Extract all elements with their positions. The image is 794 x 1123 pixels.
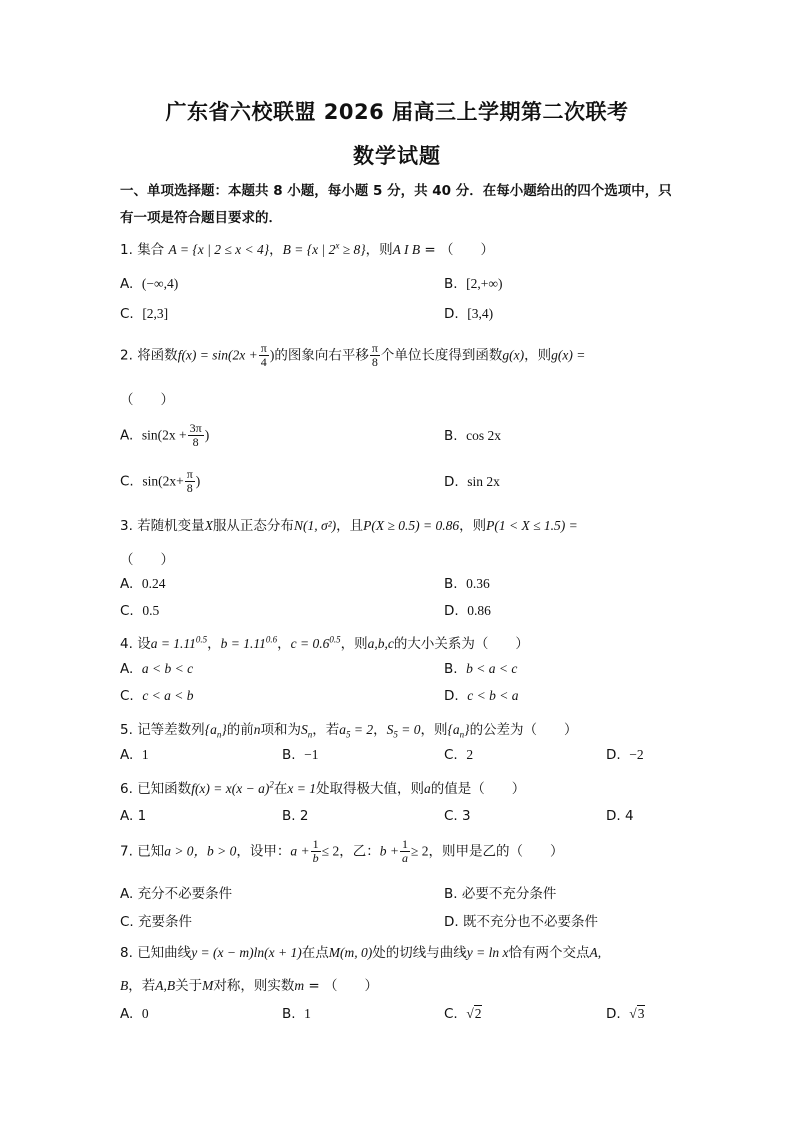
q2-option-b-label: B. — [444, 428, 458, 444]
q4-text-2: ，则 — [340, 636, 368, 652]
q2-g: g(x) — [502, 347, 525, 363]
q8-option-a-value: 0 — [141, 1006, 149, 1021]
q1-option-a-label: A. — [120, 276, 134, 292]
q5-seq-close: } — [221, 722, 227, 737]
q4-vars: a,b,c — [367, 636, 394, 651]
q5-seq-2-close: } — [464, 722, 470, 737]
q8-option-d-sqrt: √3 — [629, 1006, 645, 1021]
q1-option-d-value: [3,4) — [467, 306, 494, 321]
section-heading: 一、单项选择题：本题共 8 小题，每小题 5 分，共 40 分．在每小题给出的四个选项中，只有一项是符合题目要求的． — [120, 183, 672, 226]
q4-option-c-label: C. — [120, 688, 134, 704]
q4-option-b — [444, 661, 517, 677]
q5-text-2: 的前 — [226, 722, 254, 738]
q1-set-b-tail: ≥ 8} — [339, 242, 366, 257]
q1-eq: = （ ） — [420, 242, 495, 258]
q8-m2: M — [202, 978, 214, 993]
q5-a5 — [339, 722, 374, 740]
q2-text-2: 的图象向右平移 — [274, 347, 369, 364]
q5-s5-val: = 0 — [397, 722, 421, 737]
q3-text-3: ，且 — [336, 518, 364, 534]
q7-option-d-value: 既不充分也不必要条件 — [462, 914, 598, 930]
question-5: 5. 记等差数列$\{a_n\}$的前n项和为$S_n$，若$a_5 = 2$，$S_5 = 0$，则$\{a_n\}$的公差为（ ） — [120, 722, 578, 740]
q1-option-c — [120, 306, 168, 322]
exam-subtitle: 数学试题 — [353, 144, 441, 168]
q3-option-a — [120, 576, 166, 592]
q3-option-c-label: C. — [120, 603, 134, 619]
q7-option-d-label: D. — [444, 914, 459, 930]
q4-text-3: 的大小关系为（ ） — [393, 636, 529, 652]
q2-option-d — [444, 474, 500, 490]
q7-text-2: ，设甲： — [236, 843, 291, 860]
q5-text-4: ，若 — [312, 722, 340, 738]
q8-curve-2: y = ln x — [466, 945, 509, 960]
q6-option-b: B. 2 — [282, 808, 309, 824]
q6-text-3: 处取得极大值，则 — [315, 781, 424, 797]
q1-prefix: 集合 — [137, 242, 165, 258]
q6-a: a — [423, 781, 431, 796]
q7-yi-fraction — [400, 838, 410, 865]
q1-set-b — [283, 242, 366, 257]
q7-text-4: ，则甲是乙的（ ） — [428, 843, 564, 860]
q2-option-a-label: A. — [120, 427, 134, 444]
q5-n: n — [253, 722, 261, 737]
q2-option-d-value: sin 2x — [467, 474, 500, 489]
q3-x: X — [204, 518, 213, 533]
q2-option-c-post: ) — [195, 473, 201, 489]
q7-jia-pre: a + — [290, 843, 310, 859]
q5-s5 — [386, 722, 421, 740]
q2-shift-den: 8 — [371, 355, 378, 369]
q8-point-b: B — [120, 978, 129, 993]
q1-option-c-label: C. — [120, 306, 134, 322]
q5-s5-sub: 5 — [393, 729, 398, 740]
q6-option-d: D. 4 — [606, 808, 634, 824]
question-2 — [120, 342, 585, 369]
q6-x1: x = 1 — [287, 781, 316, 796]
question-6 — [120, 777, 525, 797]
q4-option-d-label: D. — [444, 688, 459, 704]
q2-option-a-post: ) — [204, 427, 210, 443]
q4-a-base: a = 1.11 — [150, 636, 196, 651]
q4-c-base: c = 0.6 — [290, 636, 330, 651]
q7-text-1: 已知 — [137, 843, 165, 860]
q5-text-1: 记等差数列 — [137, 722, 205, 738]
q8-option-b-label: B. — [282, 1006, 296, 1022]
q2-function-tail: ) — [269, 347, 275, 363]
q1-set-b-exp: x — [335, 240, 340, 251]
q1-option-b-label: B. — [444, 276, 458, 292]
q3-option-a-value: 0.24 — [141, 576, 166, 591]
q4-option-c — [120, 688, 194, 704]
q7-text-3: ，乙： — [339, 843, 380, 860]
q5-seq-base: {a — [204, 722, 217, 737]
q7-yi-pre: b + — [379, 843, 399, 859]
q4-option-b-value: b < a < c — [466, 661, 518, 676]
q2-text-3: 个单位长度得到函数 — [380, 347, 503, 364]
q2-option-a-num: 3π — [189, 421, 202, 435]
q8-text-5: ，若 — [128, 978, 156, 994]
q2-shift-num: π — [371, 341, 378, 355]
q8-option-d — [606, 1006, 645, 1022]
q3-option-a-label: A. — [120, 576, 134, 592]
q2-option-a-pre: sin(2x + — [141, 427, 187, 443]
q5-sn — [301, 722, 313, 740]
q7-jia-den: b — [312, 851, 319, 865]
q1-option-a — [120, 276, 178, 292]
q5-option-b — [282, 747, 319, 763]
q1-option-c-value: [2,3] — [142, 306, 169, 321]
q8-text-4: 恰有两个交点 — [508, 945, 590, 961]
q7-yi-post: ≥ 2 — [410, 843, 429, 859]
q8-text-1: 已知曲线 — [137, 945, 192, 961]
q3-p1: P(X ≥ 0.5) = 0.86 — [363, 518, 460, 533]
q5-s5-base: S — [386, 722, 394, 737]
q4-option-a-label: A. — [120, 661, 134, 677]
q8-option-d-radicand: 3 — [637, 1006, 645, 1021]
exam-title: 广东省六校联盟 2026 届高三上学期第二次联考 — [165, 100, 629, 124]
q5-seq-2 — [447, 722, 470, 740]
q2-option-a — [120, 422, 209, 449]
q2-function-fraction — [259, 342, 269, 369]
q2-text-1: 将函数 — [137, 347, 178, 364]
q8-option-d-label: D. — [606, 1006, 621, 1022]
q1-option-d — [444, 306, 493, 322]
q8-text-8: = （ ） — [304, 978, 379, 994]
q4-b-exp: 0.6 — [265, 634, 278, 645]
q8-option-b — [282, 1006, 311, 1022]
q7-option-d — [444, 910, 598, 930]
q2-option-b-value: cos 2x — [466, 428, 502, 443]
q5-sn-base: S — [301, 722, 308, 737]
q2-option-c-label: C. — [120, 473, 134, 490]
q3-p2: P(1 < X ≤ 1.5) = — [486, 518, 578, 533]
q4-text-1: 设 — [137, 636, 151, 652]
q4-b-base: b = 1.11 — [220, 636, 266, 651]
q3-option-c-value: 0.5 — [142, 603, 160, 618]
q4-b — [221, 636, 277, 651]
q4-option-a-value: a < b < c — [141, 661, 194, 676]
q7-number: 7. — [120, 843, 133, 860]
q3-option-c — [120, 603, 159, 619]
q7-option-c-label: C. — [120, 914, 134, 930]
q8-option-b-value: 1 — [304, 1006, 311, 1021]
q1-set-a: A = {x | 2 ≤ x < 4} — [168, 242, 270, 257]
q5-option-d-label: D. — [606, 747, 621, 763]
q8-option-a — [120, 1006, 149, 1022]
q8-text-3: 处的切线与曲线 — [372, 945, 467, 961]
q3-text-2: 服从正态分布 — [212, 518, 294, 534]
q2-number: 2. — [120, 347, 133, 364]
q5-a5-sub: 5 — [346, 729, 351, 740]
q8-option-c-radicand: 2 — [474, 1006, 482, 1021]
q6-number: 6. — [120, 781, 133, 797]
question-3 — [120, 514, 578, 534]
q7-option-a — [120, 882, 232, 902]
q7-jia-num: 1 — [312, 837, 319, 851]
q2-option-c-fraction — [185, 468, 195, 495]
q1-option-b-value: [2,+∞) — [466, 276, 503, 291]
q8-option-c — [444, 1006, 482, 1022]
q5-text-5: ，则 — [420, 722, 448, 738]
q7-option-b-value: 必要不充分条件 — [461, 886, 557, 902]
q2-shift-fraction — [370, 342, 380, 369]
q1-sep: ， — [269, 242, 283, 258]
q5-seq-sub: n — [216, 729, 222, 740]
q3-text-1: 若随机变量 — [137, 518, 205, 534]
q8-option-a-label: A. — [120, 1006, 134, 1022]
question-1 — [120, 238, 494, 258]
q4-c-exp: 0.5 — [329, 634, 341, 645]
q5-a5-base: a — [339, 722, 346, 737]
q3-text-4: ，则 — [459, 518, 487, 534]
q4-a — [151, 636, 207, 651]
q7-option-b — [444, 882, 556, 902]
q4-option-d — [444, 688, 519, 704]
q4-number: 4. — [120, 636, 133, 652]
q3-number: 3. — [120, 518, 133, 534]
question-8-line-2 — [120, 974, 378, 994]
q5-text-6: 的公差为（ ） — [469, 722, 578, 738]
q8-option-c-sqrt: √2 — [466, 1006, 482, 1021]
q2-paren: （ ） — [120, 392, 174, 408]
q7-option-b-label: B. — [444, 886, 458, 902]
q2-option-c — [120, 468, 200, 495]
q6-option-a: A. 1 — [120, 808, 147, 824]
q3-option-d-label: D. — [444, 603, 459, 619]
question-8 — [120, 941, 601, 961]
q3-option-b-label: B. — [444, 576, 458, 592]
q2-g2: g(x) = — [551, 347, 586, 363]
q3-option-b — [444, 576, 490, 592]
question-7 — [120, 838, 564, 865]
q4-a-exp: 0.5 — [195, 634, 208, 645]
q5-seq — [204, 722, 227, 740]
q8-text-7: 对称，则实数 — [213, 978, 295, 994]
q7-yi-num: 1 — [401, 837, 408, 851]
q8-curve: y = (x − m)ln(x + 1) — [191, 945, 302, 960]
q6-function — [191, 781, 274, 796]
q2-option-a-fraction — [188, 422, 204, 449]
q5-option-d — [606, 747, 644, 763]
q5-option-c-label: C. — [444, 747, 458, 763]
q1-expr: A I B — [392, 242, 421, 257]
q5-option-c — [444, 747, 473, 763]
q3-paren: （ ） — [120, 552, 174, 568]
q1-ask: ，则 — [365, 242, 393, 258]
q2-option-d-label: D. — [444, 474, 459, 490]
q4-option-b-label: B. — [444, 661, 458, 677]
q2-option-c-pre: sin(2x+ — [142, 473, 184, 489]
q8-point-a: A, — [589, 945, 602, 960]
q6-text-2: 在 — [273, 781, 288, 797]
q5-option-b-label: B. — [282, 747, 296, 763]
q4-c — [291, 636, 341, 651]
q2-option-c-num: π — [186, 467, 193, 481]
q5-seq-2-sub: n — [459, 729, 465, 740]
q8-ab: A,B — [155, 978, 176, 993]
q1-option-d-label: D. — [444, 306, 459, 322]
q5-option-a — [120, 747, 149, 763]
q2-option-c-den: 8 — [186, 481, 193, 495]
q8-option-c-label: C. — [444, 1006, 458, 1022]
q4-option-d-value: c < b < a — [467, 688, 519, 703]
q1-option-a-value: (−∞,4) — [141, 276, 179, 291]
q3-dist: N(1, σ²) — [293, 518, 337, 533]
q7-jia-fraction — [311, 838, 321, 865]
q5-sn-sub: n — [307, 729, 313, 740]
q3-option-d — [444, 603, 491, 619]
q2-text-4: ，则 — [524, 347, 552, 364]
q5-option-c-value: 2 — [466, 747, 474, 762]
q6-function-exp: 2 — [269, 779, 274, 790]
q7-cond: a > 0，b > 0 — [164, 843, 237, 859]
question-4: 4. 设$a = 1.11^{0.5}$，$b = 1.11^{0.6}$，$c = 0.6^{0.5}$，则a,b,c的大小关系为（ ） — [120, 634, 529, 652]
q5-option-a-value: 1 — [141, 747, 149, 762]
q8-text-2: 在点 — [301, 945, 329, 961]
q5-text-3: 项和为 — [260, 722, 301, 738]
q8-number: 8. — [120, 945, 133, 961]
q2-function-fraction-den: 4 — [260, 355, 267, 369]
q2-option-b — [444, 428, 501, 444]
q5-option-d-value: −2 — [629, 747, 644, 762]
q5-option-a-label: A. — [120, 747, 134, 763]
q1-option-b — [444, 276, 503, 292]
q6-text-1: 已知函数 — [137, 781, 192, 797]
q1-number: 1. — [120, 242, 133, 258]
q3-option-b-value: 0.36 — [466, 576, 490, 591]
q2-function: f(x) = sin(2x + — [177, 347, 258, 363]
q7-jia-post: ≤ 2 — [321, 843, 340, 859]
q5-a5-val: = 2 — [350, 722, 374, 737]
q2-option-a-den: 8 — [192, 435, 199, 449]
q6-text-4: 的值是（ ） — [430, 781, 526, 797]
q7-option-a-label: A. — [120, 886, 134, 902]
q7-option-a-value: 充分不必要条件 — [137, 886, 233, 902]
q3-option-d-value: 0.86 — [467, 603, 491, 618]
q7-yi-den: a — [401, 851, 408, 865]
q5-seq-2-base: {a — [447, 722, 460, 737]
q4-option-c-value: c < a < b — [142, 688, 194, 703]
q5-option-b-value: −1 — [304, 747, 319, 762]
q8-point-m: M(m, 0) — [328, 945, 373, 960]
q4-option-a — [120, 661, 193, 677]
q8-text-6: 关于 — [175, 978, 203, 994]
q5-number: 5. — [120, 722, 133, 738]
q7-option-c — [120, 910, 192, 930]
q8-m: m — [294, 978, 305, 993]
q7-option-c-value: 充要条件 — [138, 914, 193, 930]
q1-set-b-base: B = {x | 2 — [282, 242, 336, 257]
q2-function-fraction-num: π — [260, 341, 267, 355]
q6-function-base: f(x) = x(x − a) — [191, 781, 270, 796]
q6-option-c: C. 3 — [444, 808, 471, 824]
